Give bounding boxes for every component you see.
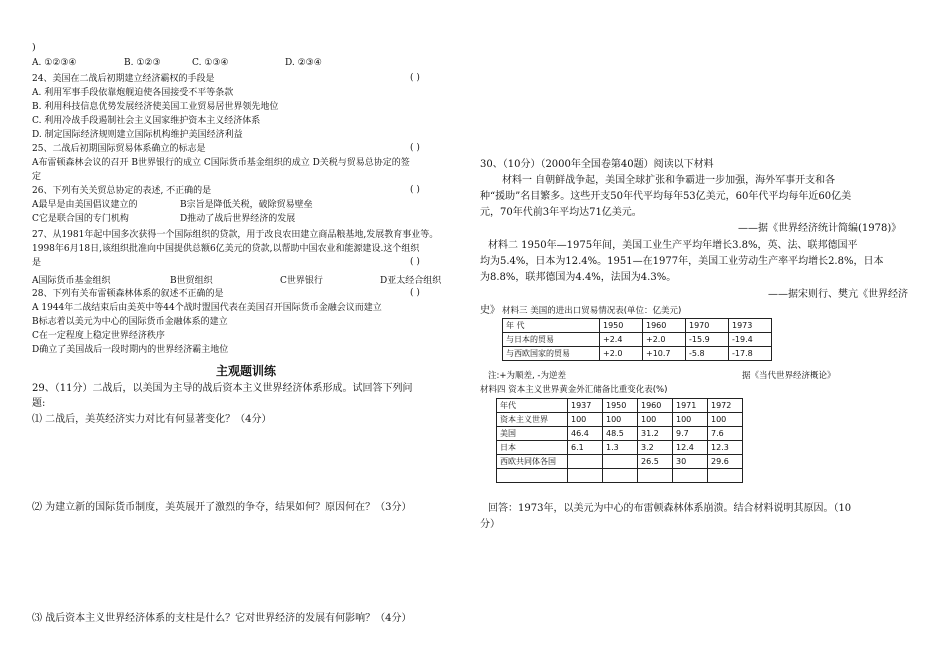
material2-source: ——据宋则行、樊亢《世界经济 (768, 289, 908, 300)
q28-option-b: B标志着以美元为中心的国际货币金融体系的建立 (32, 317, 228, 327)
table4-cell (638, 469, 673, 483)
q23-option-a: A. ①②③④ (32, 58, 77, 68)
q29-sub2: ⑵ 为建立新的国际货币制度，美英展开了激烈的争夺，结果如何？原因何在？（3分） (32, 502, 412, 513)
table3-cell: +2.0 (643, 333, 686, 347)
table4-cell: 29.6 (708, 455, 743, 469)
table3-header-cell: 年 代 (503, 319, 600, 333)
material1-line2: 种“援助”名目繁多。这些开支50年代平均每年53亿美元，60年代平均每年近60亿美 (480, 191, 852, 202)
q27-line2: 1998年6月18日,该组织批准向中国提供总额6亿美元的贷款,以帮助中国农业和能源建设.这个组织 (32, 244, 420, 254)
table4-cell: 12.3 (708, 441, 743, 455)
q23-option-c: C. ①③④ (192, 58, 229, 68)
table4-cell: 3.2 (638, 441, 673, 455)
q27-line1: 27、从1981年起中国多次获得一个国际组织的贷款，用于改良农田建立商品粮基地,发展教育事业等。 (32, 230, 439, 240)
table3-cell: -5.8 (686, 347, 729, 361)
table3-note: 注:+为顺差, -为逆差 (488, 371, 566, 381)
q28-option-a: A 1944年二战结束后由美英中等44个战时盟国代表在美国召开国际货币金融会议而建立 (32, 303, 382, 313)
table4-cell: 100 (603, 413, 638, 427)
q27-option-c: C世界银行 (280, 276, 323, 286)
q24-option-c: C. 利用冷战手段遏制社会主义国家维护资本主义经济体系 (32, 116, 261, 126)
table4-cell: 美国 (497, 427, 568, 441)
q28-option-c: C在一定程度上稳定世界经济秩序 (32, 331, 165, 341)
table4-cell (673, 469, 708, 483)
table3-cell: -17.8 (729, 347, 772, 361)
material1-line3: 元，70年代前3年平均达71亿美元。 (480, 207, 642, 218)
q24-option-d: D. 制定国际经济规则建立国际机构维护美国经济利益 (32, 130, 243, 140)
table3-cell: 与日本的贸易 (503, 333, 600, 347)
table4-cell (568, 469, 603, 483)
q25-options: A布雷顿森林会议的召开 B世界银行的成立 C国际货币基金组织的成立 D关税与贸易总协定的签 (32, 158, 410, 168)
table3-header-cell: 1960 (643, 319, 686, 333)
table4-cell: 100 (673, 413, 708, 427)
table4-header-row (497, 399, 743, 413)
q24-option-a: A. 利用军事手段依靠炮舰迫使各国接受不平等条款 (32, 88, 234, 98)
material2-line3: 为8.8%，联邦德国为4.4%，法国为4.3%。 (480, 272, 677, 283)
table4-header-cell: 1960 (638, 399, 673, 413)
table3-title: 材料三 美国的进出口贸易情况表(单位：亿美元) (502, 306, 682, 316)
material2-source-cont: 史》 (480, 305, 500, 316)
table-row (497, 441, 743, 455)
table4-cell: 31.2 (638, 427, 673, 441)
table4-cell: 西欧共同体各国 (497, 455, 568, 469)
q23-option-d: D. ②③④ (285, 58, 322, 68)
q24-stem: 24、美国在二战后初期建立经济霸权的手段是 (32, 74, 215, 84)
q26-option-b: B宗旨是降低关税，破除贸易壁垒 (180, 200, 313, 210)
table4-cell (603, 469, 638, 483)
table4-cell (568, 455, 603, 469)
q23-option-b: B. ①②③ (124, 58, 161, 68)
q25-stem: 25、二战后初期国际贸易体系确立的标志是 (32, 144, 206, 154)
table4-header-cell: 1971 (673, 399, 708, 413)
table3-cell: -19.4 (729, 333, 772, 347)
q27-line3: 是 (32, 258, 42, 268)
table4-cell: 46.4 (568, 427, 603, 441)
table3-header-cell: 1950 (600, 319, 643, 333)
section-title: 主观题训练 (215, 364, 276, 378)
q27-paren: ( ) (410, 257, 420, 267)
answer-prompt-line2: 分） (480, 519, 500, 530)
q29-stem-line2: 题: (32, 398, 46, 409)
table3-source: 据《当代世界经济概论》 (742, 371, 836, 381)
table3-cell: 与西欧国家的贸易 (503, 347, 600, 361)
table4-header-cell: 年代 (497, 399, 568, 413)
table4-header-cell: 1950 (603, 399, 638, 413)
table-row (503, 333, 772, 347)
table-row (497, 455, 743, 469)
table3-header-cell: 1973 (729, 319, 772, 333)
table4-header-cell: 1937 (568, 399, 603, 413)
table3-header-cell: 1970 (686, 319, 729, 333)
q25-options-cont: 定 (32, 172, 42, 182)
q26-option-a: A最早是由美国倡议建立的 (32, 200, 138, 210)
table4-cell: 12.4 (673, 441, 708, 455)
table4-cell: 1.3 (603, 441, 638, 455)
q28-option-d: D确立了美国战后一段时期内的世界经济霸主地位 (32, 345, 229, 355)
table3-cell: +2.4 (600, 333, 643, 347)
q23-tail: ) (32, 42, 36, 53)
table4-cell: 100 (568, 413, 603, 427)
table-row (503, 347, 772, 361)
q27-option-b: B世贸组织 (170, 276, 213, 286)
q26-stem: 26、下列有关关贸总协定的表述, 不正确的是 (32, 186, 212, 196)
table4-cell: 日本 (497, 441, 568, 455)
q29-sub3: ⑶ 战后资本主义世界经济体系的支柱是什么？它对世界经济的发展有何影响？（4分） (32, 613, 412, 624)
q27-option-a: A国际货币基金组织 (32, 276, 111, 286)
table4 (496, 398, 743, 483)
material2-line2: 均为5.4%，日本为12.4%。1951—在1977年，美国工业劳动生产率平均增长2.8%，日本 (480, 256, 884, 267)
q28-paren: ( ) (410, 288, 420, 298)
table4-cell: 资本主义世界 (497, 413, 568, 427)
table4-cell: 30 (673, 455, 708, 469)
q26-paren: ( ) (410, 185, 420, 195)
q25-paren: ( ) (410, 143, 420, 153)
material1-line1: 材料一 自朝鲜战争起，美国全球扩张和争霸进一步加强，海外军事开支和各 (502, 175, 836, 186)
q30-header: 30、（10分）（2000年全国卷第40题）阅读以下材料 (480, 159, 714, 170)
table4-cell: 7.6 (708, 427, 743, 441)
q29-sub1: ⑴ 二战后，美英经济实力对比有何显著变化？（4分） (32, 414, 272, 425)
table4-cell: 100 (638, 413, 673, 427)
q26-option-d: D推动了战后世界经济的发展 (180, 214, 296, 224)
table3 (502, 318, 772, 361)
table4-cell: 9.7 (673, 427, 708, 441)
table-row (497, 469, 743, 483)
table4-cell (603, 455, 638, 469)
table4-cell (497, 469, 568, 483)
q28-stem: 28、下列有关布雷顿森林体系的叙述不正确的是 (32, 289, 224, 299)
table4-title: 材料四 资本主义世界黄金外汇储备比重变化表(%) (480, 385, 668, 395)
table3-cell: +2.0 (600, 347, 643, 361)
table4-cell: 48.5 (603, 427, 638, 441)
answer-prompt-line1: 回答：1973年，以美元为中心的布雷顿森林体系崩溃。结合材料说明其原因。（10 (488, 503, 852, 514)
q24-option-b: B. 利用科技信息优势发展经济使美国工业贸易居世界领先地位 (32, 102, 279, 112)
table3-cell: +10.7 (643, 347, 686, 361)
q24-paren: ( ) (410, 73, 420, 83)
table3-header-row (503, 319, 772, 333)
table4-header-cell: 1972 (708, 399, 743, 413)
table3-cell: -15.9 (686, 333, 729, 347)
table-row (497, 413, 743, 427)
q26-option-c: C它是联合国的专门机构 (32, 214, 129, 224)
table4-cell: 100 (708, 413, 743, 427)
table-row (497, 427, 743, 441)
table4-cell: 26.5 (638, 455, 673, 469)
q27-option-d: D亚太经合组织 (380, 276, 442, 286)
q29-stem-line1: 29、（11分）二战后，以美国为主导的战后资本主义世界经济体系形成。试回答下列问 (32, 383, 413, 394)
table4-cell (708, 469, 743, 483)
material1-source: ——据《世界经济统计简编(1978)》 (738, 223, 902, 234)
material2-line1: 材料二 1950年—1975年间，美国工业生产平均年增长3.8%，英、法、联邦德国平 (488, 240, 858, 251)
table4-cell: 6.1 (568, 441, 603, 455)
